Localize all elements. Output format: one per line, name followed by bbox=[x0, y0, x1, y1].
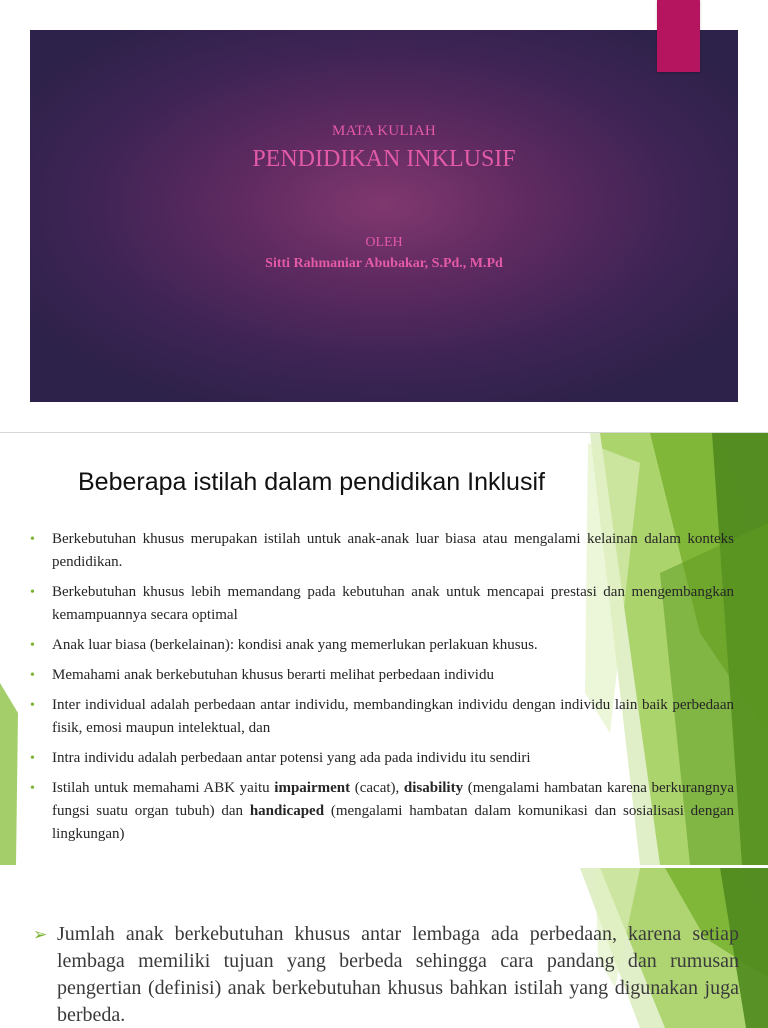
list-item-text: Berkebutuhan khusus lebih memandang pada kebutuhan anak untuk mencapai prestasi dan mengembangkan kemampuannya secara optimal bbox=[52, 584, 734, 623]
list-item-text: Berkebutuhan khusus merupakan istilah untuk anak-anak luar biasa atau mengalami kelainan dalam konteks pendidikan. bbox=[52, 531, 734, 570]
list-item bbox=[30, 634, 734, 657]
terms-list bbox=[30, 528, 734, 853]
author-name: Sitti Rahmaniar Abubakar, S.Pd., M.Pd bbox=[265, 256, 503, 271]
bullet-dot-icon: • bbox=[30, 532, 35, 547]
list-item-text-part: (cacat), bbox=[350, 780, 404, 796]
list-item bbox=[30, 581, 734, 627]
slide-heading: Beberapa istilah dalam pendidikan Inklusif bbox=[78, 468, 545, 496]
by-label: OLEH bbox=[365, 235, 403, 250]
title-slide-background bbox=[30, 30, 738, 402]
title-slide bbox=[0, 0, 768, 422]
list-item bbox=[33, 921, 739, 1028]
term-impairment: impairment bbox=[274, 780, 351, 796]
list-item bbox=[30, 664, 734, 687]
ribbon-bookmark bbox=[657, 0, 700, 72]
bullet-dot-icon: • bbox=[30, 751, 35, 766]
arrow-bullet-icon: ➢ bbox=[33, 925, 48, 944]
bullet-dot-icon: • bbox=[30, 585, 35, 600]
course-title: PENDIDIKAN INKLUSIF bbox=[252, 146, 516, 172]
list-item bbox=[30, 747, 734, 770]
list-item-text: Memahami anak berkebutuhan khusus berarti melihat perbedaan individu bbox=[52, 667, 494, 683]
list-item bbox=[30, 528, 734, 574]
list-item-text: Jumlah anak berkebutuhan khusus antar lembaga ada perbedaan, karena setiap lembaga memiliki tujuan yang berbeda sehingga cara pandang dan rumusan pengertian (definisi) anak berkebutuhan khusus bahkan istilah yang digunakan juga berbeda. bbox=[57, 923, 739, 1026]
list-item-text: Inter individual adalah perbedaan antar individu, membandingkan individu dengan individu lain baik perbedaan fisik, emosi maupun intelektual, dan bbox=[52, 697, 734, 736]
list-item bbox=[30, 694, 734, 740]
terms-slide bbox=[0, 432, 768, 865]
bullet-dot-icon: • bbox=[30, 668, 35, 683]
bullet-dot-icon: • bbox=[30, 638, 35, 653]
list-item-text-part: (mengalami hambatan karena berkurangnya fungsi suatu organ tubuh) dan bbox=[52, 780, 734, 819]
list-item-text: Intra individu adalah perbedaan antar potensi yang ada pada individu itu sendiri bbox=[52, 750, 531, 766]
list-item-text: Anak luar biasa (berkelainan): kondisi anak yang memerlukan perlakuan khusus. bbox=[52, 637, 538, 653]
bullet-dot-icon: • bbox=[30, 781, 35, 796]
term-handicaped: handicaped bbox=[249, 803, 325, 819]
term-disability: disability bbox=[403, 780, 464, 796]
list-item-text-part: (mengalami hambatan dalam komunikasi dan sosialisasi dengan lingkungan) bbox=[52, 803, 734, 842]
note-slide bbox=[0, 868, 768, 1028]
course-label: MATA KULIAH bbox=[332, 123, 436, 139]
bullet-dot-icon: • bbox=[30, 698, 35, 713]
list-item-text-part: Istilah untuk memahami ABK yaitu bbox=[52, 780, 275, 796]
list-item bbox=[30, 777, 734, 846]
